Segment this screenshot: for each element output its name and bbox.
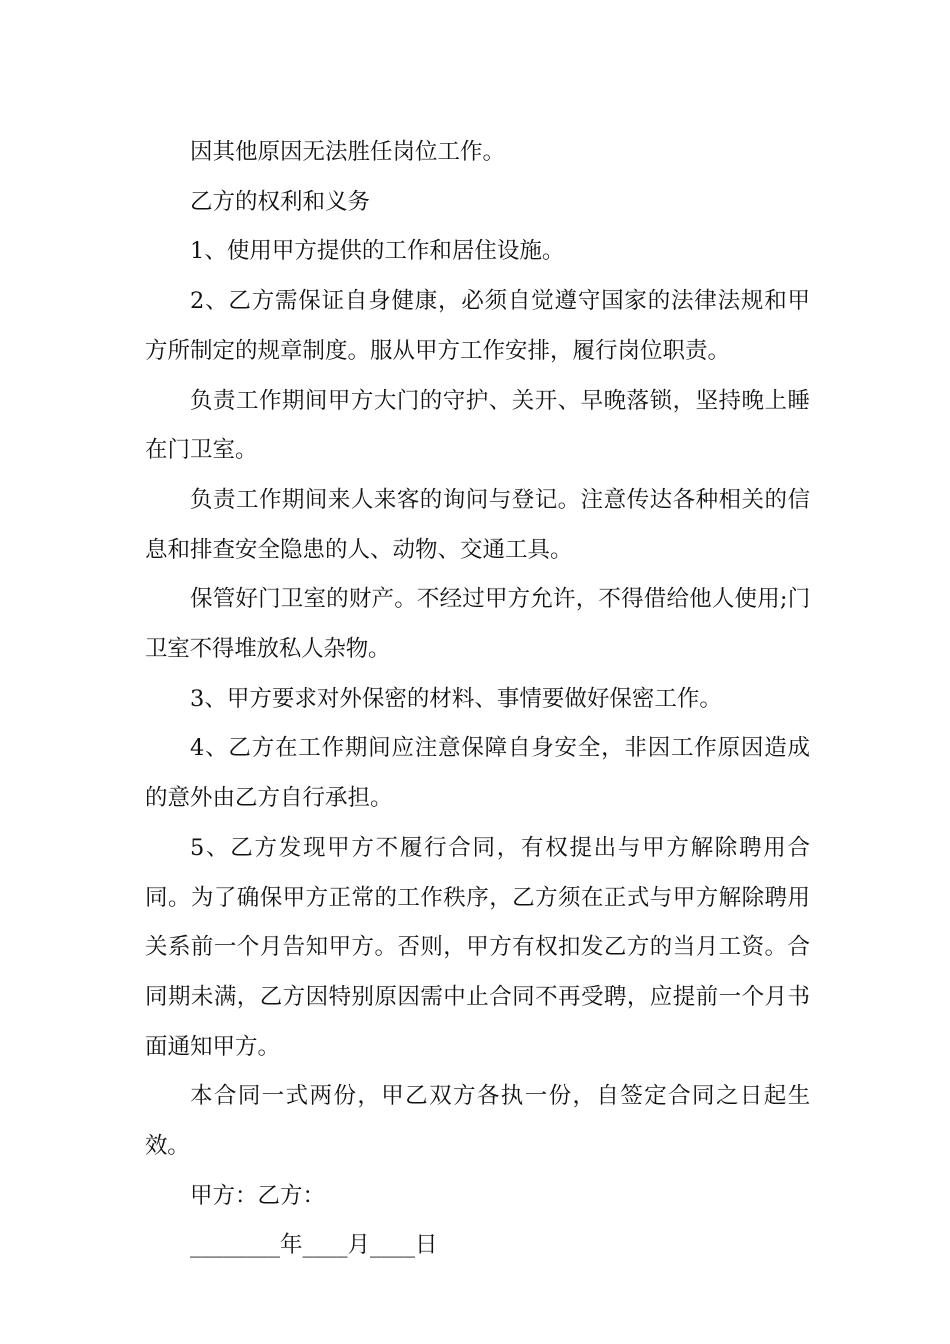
signature-date-line: ________年____月____日 xyxy=(190,1232,438,1259)
contract-copies-effective: 本合同一式两份，甲乙双方各执一份，自签定合同之日起生效。 xyxy=(145,1083,810,1160)
duty-property-safekeeping: 保管好门卫室的财产。不经过甲方允许，不得借给他人使用;门卫室不得堆放私人杂物。 xyxy=(145,586,810,663)
clause-5: 5、乙方发现甲方不履行合同，有权提出与甲方解除聘用合同。为了确保甲方正常的工作秩序，乙方须在正式与甲方解除聘用关系前一个月告知甲方。否则，甲方有权扣发乙方的当月工资。合同期未满，乙方因特别原因需中止合同不再受聘，应提前一个月书面通知甲方。 xyxy=(145,834,810,1060)
section-heading-rights-duties: 乙方的权利和义务 xyxy=(190,188,371,215)
signature-parties: 甲方：乙方： xyxy=(190,1182,326,1209)
clause-2: 2、乙方需保证自身健康，必须自觉遵守国家的法律法规和甲方所制定的规章制度。服从甲方工作安排，履行岗位职责。 xyxy=(145,288,810,364)
contract-body xyxy=(145,128,810,1271)
clause-4: 4、乙方在工作期间应注意保障自身安全，非因工作原因造成的意外由乙方自行承担。 xyxy=(145,735,810,812)
paragraph-unable-to-work: 因其他原因无法胜任岗位工作。 xyxy=(190,139,506,165)
duty-gate-guarding: 负责工作期间甲方大门的守护、关开、早晚落锁，坚持晚上睡在门卫室。 xyxy=(145,387,810,464)
duty-visitor-registration: 负责工作期间来人来客的询问与登记。注意传达各种相关的信息和排查安全隐患的人、动物、交通工具。 xyxy=(145,486,810,563)
clause-3: 3、甲方要求对外保密的材料、事情要做好保密工作。 xyxy=(190,685,722,712)
clause-1: 1、使用甲方提供的工作和居住设施。 xyxy=(190,238,565,265)
